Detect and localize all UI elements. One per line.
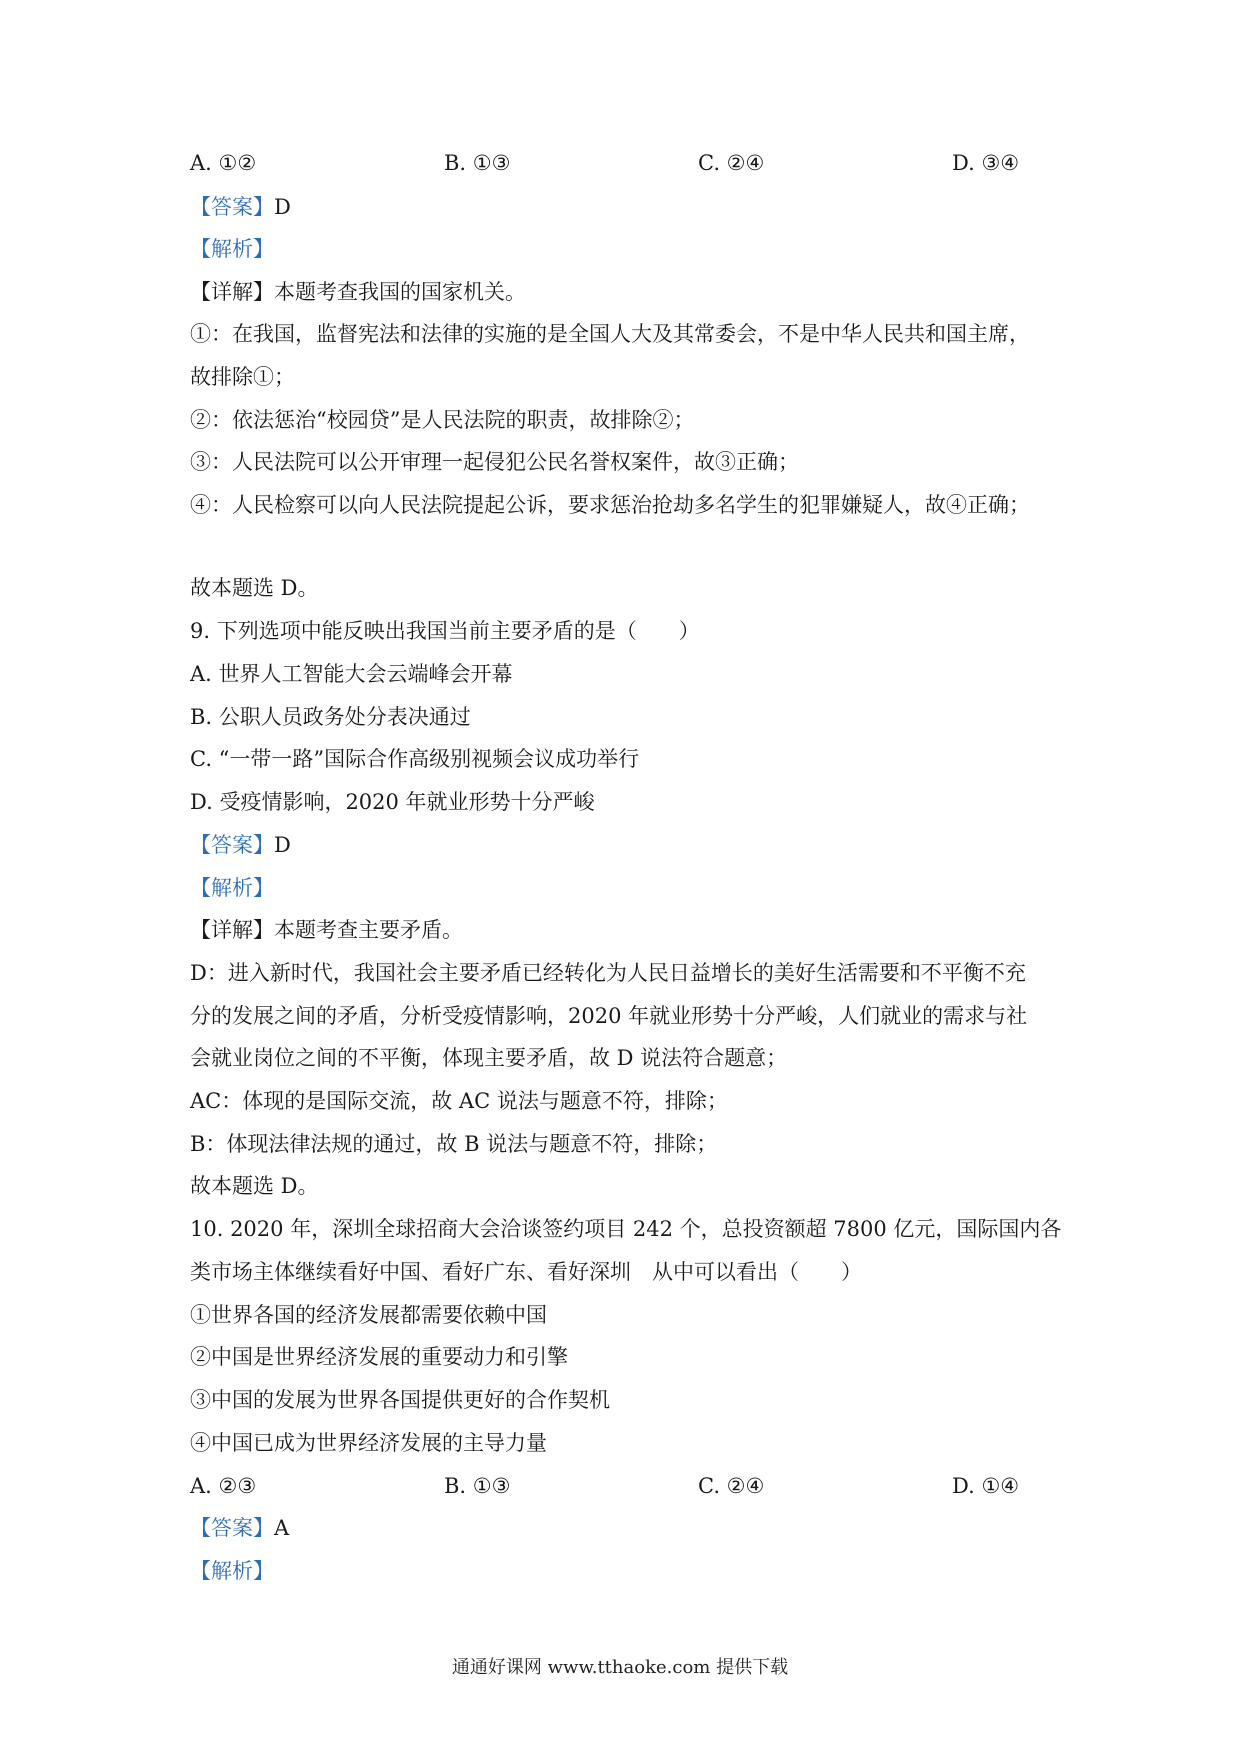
detail-tag: 【详解】: [190, 280, 274, 304]
q10-stem-line: 10. 2020 年，深圳全球招商大会洽谈签约项目 242 个，总投资额超 7800 亿元，国际国内各: [190, 1217, 1062, 1241]
q8-detail-line: ④：人民检察可以向人民法院提起公诉，要求惩治抢劫多名学生的犯罪嫌疑人，故④正确；: [190, 493, 1030, 517]
q8-detail-line: ③：人民法院可以公开审理一起侵犯公民名誉权案件，故③正确；: [190, 450, 799, 474]
q9-conclusion: 故本题选 D。: [190, 1174, 319, 1198]
q10-statement: ①世界各国的经济发展都需要依赖中国: [190, 1303, 547, 1327]
q9-detail-line: 会就业岗位之间的不平衡，体现主要矛盾，故 D 说法符合题意；: [190, 1046, 788, 1070]
q10-option-a: A. ②③: [190, 1474, 257, 1498]
q8-answer: [190, 192, 1070, 222]
detail-intro: 本题考查主要矛盾。: [274, 918, 463, 942]
detail-intro: 本题考查我国的国家机关。: [274, 280, 526, 304]
answer-value: A: [274, 1516, 290, 1540]
q10-option-d: D. ①④: [952, 1474, 1020, 1498]
q10-statement: ②中国是世界经济发展的重要动力和引擎: [190, 1345, 568, 1369]
q9-answer: [190, 830, 1070, 860]
q8-analysis: [190, 234, 1070, 264]
q8-options: [190, 148, 1070, 178]
q8-detail-line: ②：依法惩治“校园贷”是人民法院的职责，故排除②；: [190, 408, 695, 432]
q9-detail-line: AC：体现的是国际交流，故 AC 说法与题意不符，排除；: [190, 1089, 728, 1113]
detail-tag: 【详解】: [190, 918, 274, 942]
q9-analysis: [190, 873, 1070, 903]
q10-stem-line: 类市场主体继续看好中国、看好广东、看好深圳 从中可以看出（ ）: [190, 1260, 862, 1284]
q8-option-c: C. ②④: [698, 151, 765, 175]
q9-choice-a: A. 世界人工智能大会云端峰会开幕: [190, 662, 513, 686]
q8-detail-line: ①：在我国，监督宪法和法律的实施的是全国人大及其常委会，不是中华人民共和国主席，: [190, 322, 1030, 346]
answer-value: D: [274, 833, 291, 857]
q10-statement: ④中国已成为世界经济发展的主导力量: [190, 1431, 547, 1455]
q9-detail: [190, 915, 1070, 945]
page-footer: 通通好课网 www.tthaoke.com 提供下载: [451, 1657, 789, 1678]
q8-option-b: B. ①③: [444, 151, 511, 175]
answer-value: D: [274, 195, 291, 219]
q9-choice-d: D. 受疫情影响，2020 年就业形势十分严峻: [190, 790, 595, 814]
q9-choice-b: B. 公职人员政务处分表决通过: [190, 705, 471, 729]
q9-detail-line: 分的发展之间的矛盾，分析受疫情影响，2020 年就业形势十分严峻，人们就业的需求与社: [190, 1004, 1028, 1028]
q10-statement: ③中国的发展为世界各国提供更好的合作契机: [190, 1388, 610, 1412]
answer-tag: 【答案】: [190, 1516, 274, 1540]
answer-tag: 【答案】: [190, 195, 274, 219]
q10-options: [190, 1471, 1070, 1501]
q10-option-b: B. ①③: [444, 1474, 511, 1498]
analysis-tag: 【解析】: [190, 1559, 274, 1583]
q8-option-a: A. ①②: [190, 151, 257, 175]
q9-detail-line: D：进入新时代，我国社会主要矛盾已经转化为人民日益增长的美好生活需要和不平衡不充: [190, 961, 1026, 985]
q8-option-d: D. ③④: [952, 151, 1020, 175]
q10-option-c: C. ②④: [698, 1474, 765, 1498]
analysis-tag: 【解析】: [190, 876, 274, 900]
q9-choice-c: C. “一带一路”国际合作高级别视频会议成功举行: [190, 747, 640, 771]
analysis-tag: 【解析】: [190, 237, 274, 261]
q8-conclusion: 故本题选 D。: [190, 576, 319, 600]
q10-answer: [190, 1513, 1070, 1543]
q8-detail-line: 故排除①；: [190, 365, 295, 389]
answer-tag: 【答案】: [190, 833, 274, 857]
q9-detail-line: B：体现法律法规的通过，故 B 说法与题意不符，排除；: [190, 1132, 718, 1156]
q9-stem: 9. 下列选项中能反映出我国当前主要矛盾的是（ ）: [190, 619, 700, 643]
q8-detail: [190, 277, 1070, 307]
q10-analysis: [190, 1556, 1070, 1586]
